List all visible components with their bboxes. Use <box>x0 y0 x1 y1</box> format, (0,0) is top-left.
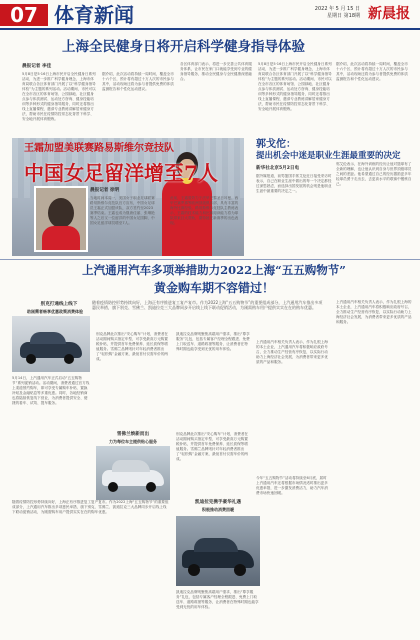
article4-subcaption-3: 雪佛兰焕新而出 <box>116 432 150 437</box>
paper-logo: 新晨报 <box>368 6 410 22</box>
article2-col2: 此前，王霜曾效力于法甲巴黎圣日耳曼、西甲巴塞罗那等欧洲顶级俱乐部，具有丰富的海外比赛经验。路易斯维尔竞技队主教练表示，王霜的技术能力和比赛阅读能力将为球队带来巨大帮助，期待她在新赛季的出色表现。 <box>170 196 239 225</box>
inset-figure <box>48 198 74 228</box>
date-line-2: 星期日 第18期 <box>327 13 360 19</box>
car-wheel-front <box>26 354 36 364</box>
chevy-roof <box>112 460 150 472</box>
article4-subcaption-4: 力为每位车主提供贴心服务 <box>109 439 157 444</box>
article1-col1: 5月8日是5·16日上海市民开启全民健身日系列活动，为进一步推广科学健身理念，上海市体育局联合各区体育部门开展了以“科学健身指导体验”为主题的系列活动。活动期间，市民可以在全市各区的体育场馆、公园绿地、社区健身点参与体质测试、运动处方咨询、健身技能培训等多种形式的健身指导服务，同时还将推出线上直播课程，邀请专业教练讲解居家健身方法，帮助市民在疫情防控常态化背景下科学、安全地开展体育锻炼。 <box>22 72 96 121</box>
article3-author: 郭戈佗： <box>256 139 296 150</box>
article1-col3: 各区体育部门表示，将进一步完善公共体育服务体系，让市民在家门口就能享受到专业的健身指导服务，推动全民健身与全民健康深度融合。 <box>180 62 252 81</box>
article2-inset-photo <box>34 186 88 252</box>
article4-col3b: 别克品牌此次推出“安心购车”计划，消费者在活动期间购买指定车型，可享受最高万元购置税补贴，并提供首年免费保养、延长质保等增值服务。雪佛兰品牌则针对年轻消费者推出了“轻松购”金融方案，最低首付仅需车价的两成。 <box>176 432 249 461</box>
article3-byline: 新华社北京5月2日电 <box>256 166 300 171</box>
article1-col2: 据介绍，此次活动将持续一周时间，覆盖全市十六个区，预计将有超过十万人次的市民参与其中，活动现场还将为参与者提供免费的体质监测报告和个性化运动建议。 <box>102 72 174 91</box>
chevy-wheel-rear <box>146 482 156 492</box>
article2-image-subhead: 中国女足留洋增至7人 <box>24 161 218 185</box>
buick-car-photo <box>12 316 90 372</box>
article2-image-headline: 王霜加盟美联赛路易斯维尔竞技队 <box>24 143 174 154</box>
article4-col4: 上汽通用汽车相关负责人表示，作为扎根上海的本土企业，上汽通用汽车将积极响应政府号召，全力推动生产经营有序恢复，以实际行动助力上海经济社会发展，为消费者带来更多优质的产品和服务。 <box>256 340 328 364</box>
article2-col1: 当地时间本周一，美国女子职业足球联赛路易斯维尔竞技队官方宣布，中国女足球员王霜正式加盟该队，双方签约至2023赛季结束。王霜也成为继唐佳丽、张琳艳等人之后又一位留洋的中国女足国脚，中国女足留洋球员增至7人。 <box>90 196 155 225</box>
article4-lead: 随着疫情防控形势持续向好，上海正有序推进复工复产复市。作为2022上海“五五购物节”的重要组成部分，上汽通用汽车推出多项惠民举措，旗下别克、雪佛兰、凯迪拉克三大品牌同步开启线上线下联动促销活动，为刚需购车用户提供实实在在的购车优惠。 <box>92 300 323 311</box>
article4-headline-line1: 上汽通用汽车多项举措助力2022上海“五五购物节” <box>82 263 346 277</box>
cadillac-roof <box>194 538 238 552</box>
masthead-rule <box>0 28 420 30</box>
article4-col3: 凯迪拉克品牌则聚焦高端用户需求，推出“尊享服务”礼包，包括专属客户经理全程跟进、免费上门取送车、道路救援等服务，让消费者在特殊时期也能享受到无忧的用车体验。 <box>176 332 250 351</box>
article4-col4b: 今年“五五购物节”活动将持续至6月底，届时上汽通用汽车还将根据市场情况适时推出更多优惠举措，进一步激发消费活力，助力汽车消费市场快速回暖。 <box>256 476 328 495</box>
page-number-badge: 07 <box>0 4 48 26</box>
article1-col4: 5月8日是5·16日上海市民开启全民健身日系列活动，为进一步推广科学健身理念，上海市体育局联合各区体育部门开展了以“科学健身指导体验”为主题的系列活动。活动期间，市民可以在全市各区的体育场馆、公园绿地、社区健身点参与体质测试、运动处方咨询、健身技能培训等多种形式的健身指导服务，同时还将推出线上直播课程，邀请专业教练讲解居家健身方法，帮助市民在疫情防控常态化背景下科学、安全地开展体育锻炼。 <box>258 62 332 111</box>
inset-body <box>42 226 80 252</box>
date-line-1: 2022 年 5 月 15 日 <box>314 6 360 12</box>
article4-headline-line2: 黄金购车期不容错过！ <box>153 281 274 295</box>
article3-col2: 郭艾伦表示，在海外训练的经历让他对篮球有了全新的理解，也让他认识到自身与世界顶级球员之间的差距。他希望通过自己的经历激励更多年轻球员勇于走出去，去更高水平的联赛中锻炼自己。 <box>336 162 412 186</box>
article4-subcaption-5: 凯迪拉克携手豪华礼遇 <box>195 500 241 505</box>
article4-col1: 5月14日，上汽通用汽车正式启动“五五购物节”系列促销活动。活动期间，消费者通过官方线上渠道预约购车，即可享受专属购车补贴、置换补贴及金融贴息等多重优惠。同时，各地经销商也将陆续恢复线下营业，为消费者提供安全、便捷的看车、试驾、提车服务。 <box>12 376 90 405</box>
car-roof <box>30 332 66 344</box>
article4-subcaption-6: 积极推动消费回暖 <box>202 507 234 512</box>
article4-col3c: 凯迪拉克品牌则聚焦高端用户需求，推出“尊享服务”礼包，包括专属客户经理全程跟进、免费上门取送车、道路救援等服务，让消费者在特殊时期也能享受到无忧的用车体验。 <box>176 590 259 609</box>
article4-col1b: 随着疫情防控形势持续向好，上海正有序推进复工复产复市。作为2022上海“五五购物节”的重要组成部分，上汽通用汽车推出多项惠民举措，旗下别克、雪佛兰、凯迪拉克三大品牌同步开启线上线下联动促销活动，为刚需购车用户提供实实在在的购车优惠。 <box>12 500 169 514</box>
cadillac-wheel-front <box>188 564 200 576</box>
article4-subcaption-1: 别克打通线上线下 <box>40 302 78 307</box>
masthead <box>0 0 420 30</box>
article1-headline: 上海全民健身日将开启科学健身指导体验 <box>62 39 305 55</box>
article4-subcaption-2: 助刚需者畅享优惠政策消费体验 <box>27 309 83 314</box>
article4-col2: 别克品牌此次推出“安心购车”计划，消费者在活动期间购买指定车型，可享受最高万元购置税补贴，并提供首年免费保养、延长质保等增值服务。雪佛兰品牌则针对年轻消费者推出了“轻松购”金融方案，最低首付仅需车价的两成。 <box>96 332 169 361</box>
article3-col1: 据外媒报道，前男篮国手郭艾伦近日接受采访时表示，自己在职业生涯中做出的每一个决定都经过深思熟虑，而选择出国发展的机会则是他职业生涯中最重要的决定之一。 <box>256 174 332 193</box>
car-wheel-rear <box>64 354 74 364</box>
cadillac-car-photo <box>176 516 260 586</box>
article3-headline: 提出机会中迷是职业生涯最重要的决定 <box>256 151 401 161</box>
article4-rule <box>0 259 420 260</box>
chevrolet-car-photo <box>96 446 170 500</box>
chevy-wheel-front <box>108 482 118 492</box>
article1-col5: 据介绍，此次活动将持续一周时间，覆盖全市十六个区，预计将有超过十万人次的市民参与其中，活动现场还将为参与者提供免费的体质监测报告和个性化运动建议。 <box>336 62 408 81</box>
section-title: 体育新闻 <box>54 3 134 27</box>
cadillac-wheel-rear <box>234 564 246 576</box>
article2-caption: 晨报记者 徐明 <box>90 188 120 193</box>
article1-byline: 晨报记者 李佳 <box>22 64 52 69</box>
masthead-date <box>300 6 360 20</box>
article4-col5: 上汽通用汽车相关负责人表示，作为扎根上海的本土企业，上汽通用汽车将积极响应政府号召，全力推动生产经营有序恢复，以实际行动助力上海经济社会发展，为消费者带来更多优质的产品和服务。 <box>336 300 412 324</box>
